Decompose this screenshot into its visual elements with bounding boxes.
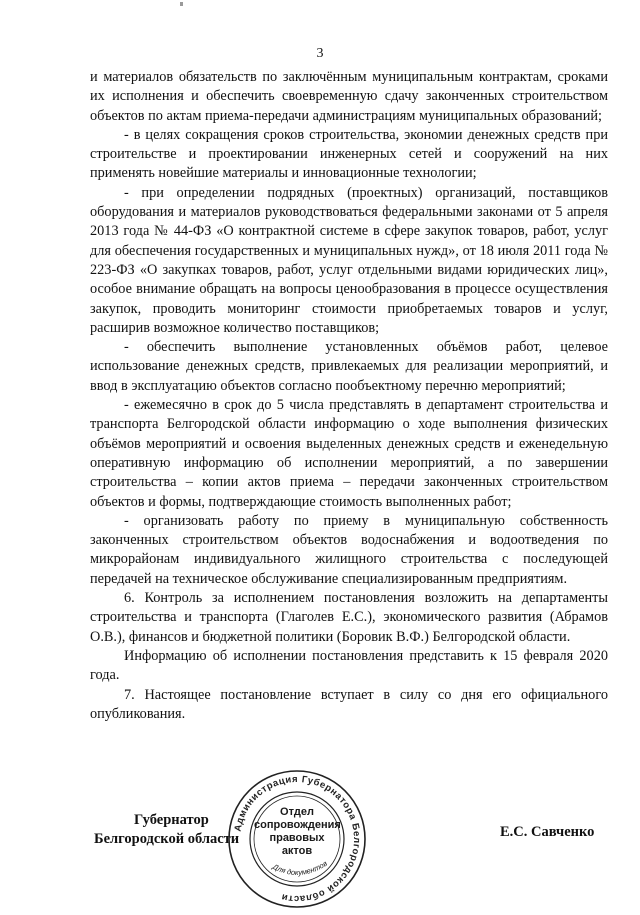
paragraph: - организовать работу по приему в муниципальную собственность законченных строительством объектов водоснабжения и водоотведения по микрорайонам индивидуального жилищного строительства с последующей передачей на техническое обслуживание специализированным предприятиям. bbox=[90, 512, 608, 587]
stamp-line: правовых bbox=[269, 832, 325, 844]
paragraph: - при определении подрядных (проектных) организаций, поставщиков оборудования и материалов руководствоваться федеральными законами от 5 апреля 2013 года № 44-ФЗ «О контрактной системе в сфере закупок товаров, работ, услуг для обеспечения государственных и муниципальных нужд», от 18 июля 2011 года № 223-ФЗ «О закупках товаров, работ, услуг отдельными видами юридических лиц», особое внимание обращать на вопросы ценообразования в процессе осуществления закупок, проводить мониторинг стоимости приобретаемых товаров и услуг, расширив возможное количество поставщиков; bbox=[90, 184, 608, 336]
paragraph: - в целях сокращения сроков строительства, экономии денежных средств при строительстве и проектировании инженерных сетей и сооружений на них применять новейшие материалы и инновационные технологии; bbox=[90, 126, 608, 182]
stamp-center-text bbox=[254, 806, 340, 858]
official-stamp bbox=[226, 768, 368, 910]
paragraph: 6. Контроль за исполнением постановления возложить на департаменты строительства и транспорта (Глаголев Е.С.), экономического развития (Абрамов О.В.), финансов и бюджетной политики (Боровик В.Ф.) Белгородской области. bbox=[90, 590, 608, 645]
paragraph: - обеспечить выполнение установленных объёмов работ, целевое использование денежных средств, привлекаемых для реализации мероприятий, и ввод в эксплуатацию объектов согласно пообъектному перечню мероприятий; bbox=[90, 339, 608, 394]
scan-speck bbox=[180, 2, 183, 6]
stamp-line: актов bbox=[281, 845, 313, 857]
paragraph: - ежемесячно в срок до 5 числа представлять в департамент строительства и транспорта Белгородской области информацию о ходе выполнения физических объёмов мероприятий и освоения выделенных денежных средств и еженедельную оперативную информацию об исполнении мероприятий, а по завершении строительства – копии актов приема – передачи законченных строительством объектов и формы, подтверждающие стоимость выполненных работ; bbox=[90, 397, 608, 510]
stamp-bottom-text: Для документов bbox=[271, 858, 329, 878]
signatory-title-line1: Губернатор bbox=[134, 812, 209, 828]
stamp-ring-text: Администрация Губернатора Белгородской области bbox=[232, 773, 363, 905]
paragraph: и материалов обязательств по заключённым муниципальным контрактам, сроками их исполнения и обеспечить своевременную сдачу законченных строительством объектов по актам приема-передачи администрациям муниципальных образований; bbox=[90, 69, 608, 124]
paragraph: Информацию об исполнении постановления представить к 15 февраля 2020 года. bbox=[90, 647, 608, 684]
signatory-name: Е.С. Савченко bbox=[500, 824, 595, 840]
svg-text:Для документов bbox=[270, 859, 328, 877]
stamp-line: сопровождения bbox=[254, 819, 341, 831]
document-body bbox=[90, 68, 608, 724]
stamp-line: Отдел bbox=[280, 806, 314, 818]
paragraph: 7. Настоящее постановление вступает в силу со дня его официального опубликования. bbox=[90, 686, 608, 722]
page-number: 3 bbox=[316, 46, 324, 61]
signatory-title-line2: Белгородской области bbox=[94, 831, 240, 847]
